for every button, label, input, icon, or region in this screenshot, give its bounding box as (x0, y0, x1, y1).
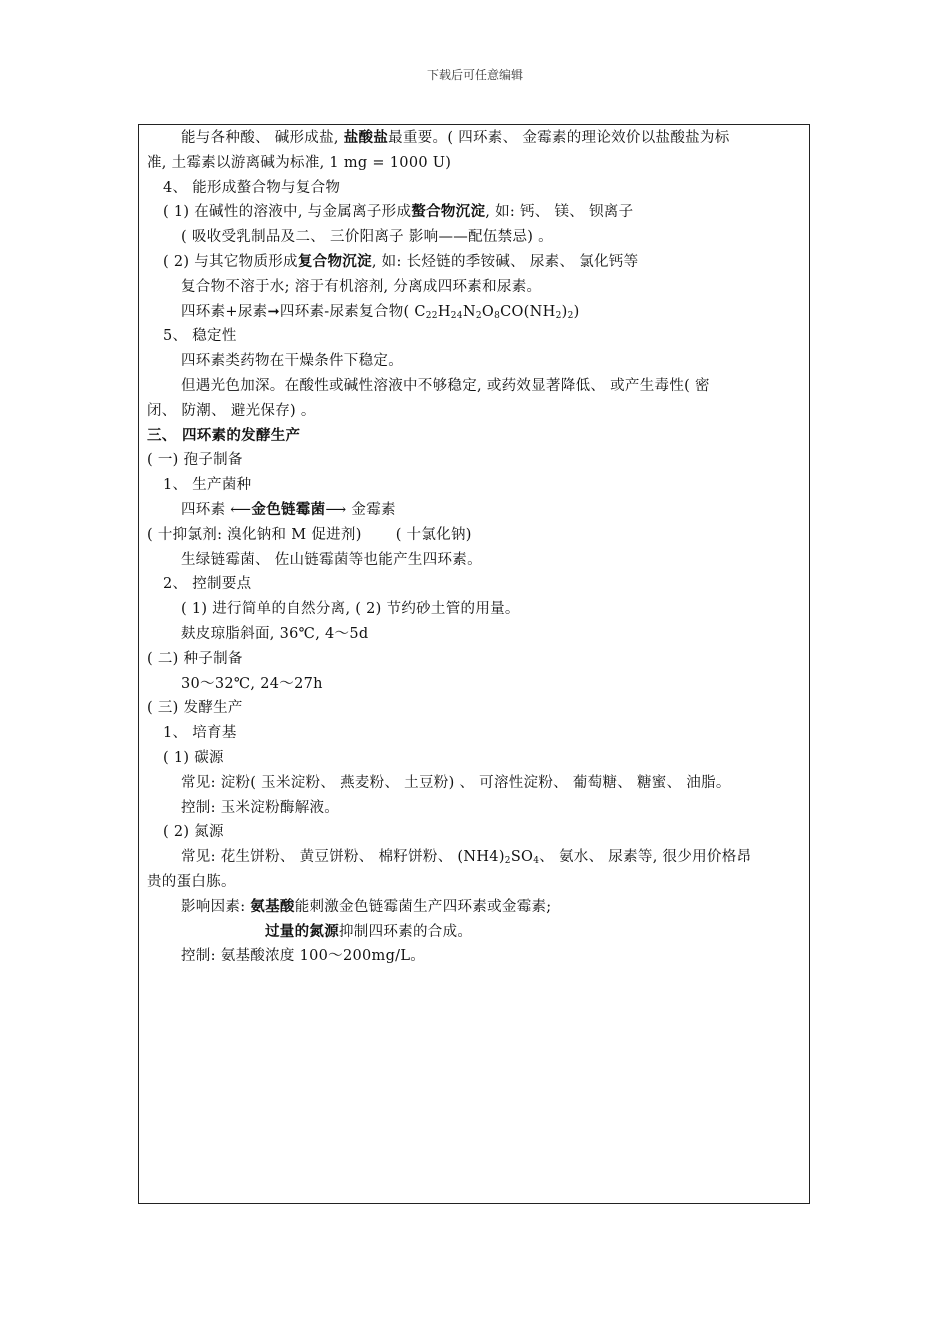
text: ( 一) 孢子制备 (147, 452, 243, 469)
paragraph-line (147, 771, 807, 796)
paragraph-line (147, 920, 807, 945)
subsection-heading (147, 647, 807, 672)
text: ( 1) 在碱性的溶液中, 与金属离子形成 (163, 204, 412, 221)
paragraph-line (147, 200, 807, 225)
text: N (462, 303, 476, 320)
text: ) (573, 303, 580, 320)
paragraph-line (147, 126, 807, 151)
paragraph-line (147, 349, 807, 374)
text: 能刺激金色链霉菌生产四环素或金霉素; (294, 898, 552, 915)
paragraph-line (147, 225, 807, 250)
text: 麸皮琼脂斜面, 36℃, 4～5d (181, 625, 369, 642)
subscript: 22 (425, 310, 438, 321)
text: 能与各种酸、 碱形成盐, (181, 130, 344, 146)
text: 控制: 玉米淀粉酶解液。 (181, 799, 340, 816)
section-heading (147, 473, 807, 498)
subscript: 2 (475, 310, 482, 321)
text: H (437, 303, 451, 320)
text: 2、 控制要点 (163, 576, 252, 593)
subscript: 2 (504, 856, 511, 867)
paragraph-line (147, 895, 807, 920)
text: 常见: 花生饼粉、 黄豆饼粉、 棉籽饼粉、 (NH4) (181, 849, 505, 866)
subscript: 24 (450, 310, 463, 321)
text: ( 吸收受乳制品及二、 三价阳离子 影响——配伍禁忌) 。 (181, 229, 553, 246)
paragraph-line (147, 275, 807, 300)
text: 、 氨水、 尿素等, 很少用价格昂 (539, 849, 752, 866)
text: ⟶ 金霉素 (325, 501, 396, 518)
text: 常见: 淀粉( 玉米淀粉、 燕麦粉、 土豆粉) 、 可溶性淀粉、 葡萄糖、 糖蜜、 油脂。 (181, 774, 731, 791)
paragraph-line (147, 250, 807, 275)
text: ( 2) 氮源 (163, 824, 224, 841)
text: 闭、 防潮、 避光保存) 。 (147, 402, 316, 419)
section-heading (147, 324, 807, 349)
text: ( 1) 进行简单的自然分离, ( 2) 节约砂土管的用量。 (181, 601, 520, 618)
text: 四环素+尿素➞四环素-尿素复合物( C (181, 303, 426, 320)
paragraph-line (147, 746, 807, 771)
text: 但遇光色加深。在酸性或碱性溶液中不够稳定, 或药效显著降低、 或产生毒性( 密 (181, 377, 710, 394)
text: ) (561, 303, 568, 320)
text: 抑制四环素的合成。 (339, 923, 473, 940)
text: 复合物不溶于水; 溶于有机溶剂, 分离成四环素和尿素。 (181, 278, 542, 295)
paragraph-line (147, 151, 807, 176)
section-heading (147, 572, 807, 597)
bold-term: 金色链霉菌 (251, 500, 326, 518)
paragraph-line (147, 820, 807, 845)
paragraph-line (147, 548, 807, 573)
text: 准, 土霉素以游离碱为标准, 1 mg = 1000 U) (147, 154, 452, 171)
subscript: 2 (567, 310, 574, 321)
chapter-heading (147, 424, 807, 449)
text: O (481, 303, 495, 320)
bold-term: 氨基酸 (250, 897, 295, 915)
text: ( 十抑氯剂: 溴化钠和 M 促进剂) (147, 526, 362, 543)
bold-heading: 三、 四环素的发酵生产 (147, 426, 301, 444)
paragraph-line (147, 523, 807, 548)
subscript: 8 (494, 310, 501, 321)
subsection-heading (147, 696, 807, 721)
text: 四环素 ⟵ (181, 501, 252, 518)
paragraph-line (147, 374, 807, 399)
bold-term: 盐酸盐 (343, 129, 389, 146)
section-heading (147, 721, 807, 746)
text: ( 2) 与其它物质形成 (163, 253, 298, 270)
paragraph-line (147, 870, 807, 895)
paragraph-line (147, 597, 807, 622)
subsection-heading (147, 448, 807, 473)
paragraph-line (147, 845, 807, 870)
text: 贵的蛋白胨。 (147, 873, 236, 890)
paragraph-line (147, 622, 807, 647)
text: 1、 生产菌种 (163, 477, 252, 494)
document-body (147, 126, 807, 969)
bold-term: 过量的氮源 (265, 922, 339, 940)
paragraph-line (147, 672, 807, 697)
strain-diagram-line (147, 498, 807, 523)
text: 最重要。( 四环素、 金霉素的理论效价以盐酸盐为标 (388, 130, 730, 146)
subscript: 4 (533, 856, 540, 867)
text: 生绿链霉菌、 佐山链霉菌等也能产生四环素。 (181, 551, 482, 568)
section-heading (147, 176, 807, 201)
paragraph-line (147, 399, 807, 424)
text: ( 十氯化钠) (395, 526, 472, 543)
page-header-note: 下载后可任意编辑 (426, 68, 523, 82)
bold-term: 螯合物沉淀 (411, 203, 486, 221)
text: , 如: 长烃链的季铵碱、 尿素、 氯化钙等 (371, 253, 639, 270)
paragraph-line (147, 796, 807, 821)
text: SO (510, 849, 534, 866)
formula-line (147, 300, 807, 325)
text: 30～32℃, 24～27h (181, 675, 323, 692)
text: 4、 能形成螯合物与复合物 (163, 179, 341, 196)
text: 四环素类药物在干燥条件下稳定。 (181, 353, 403, 370)
text: 1、 培育基 (163, 725, 237, 742)
text: 5、 稳定性 (163, 328, 237, 345)
text: ( 三) 发酵生产 (147, 700, 243, 717)
text: , 如: 钙、 镁、 钡离子 (485, 204, 634, 221)
text: CO(NH (500, 303, 556, 320)
paragraph-line (147, 944, 807, 969)
bold-term: 复合物沉淀 (297, 252, 372, 270)
text: ( 1) 碳源 (163, 749, 224, 766)
subscript: 2 (555, 310, 562, 321)
text: 控制: 氨基酸浓度 100～200mg/L。 (181, 948, 426, 965)
text: 影响因素: (181, 898, 251, 915)
text: ( 二) 种子制备 (147, 650, 243, 667)
